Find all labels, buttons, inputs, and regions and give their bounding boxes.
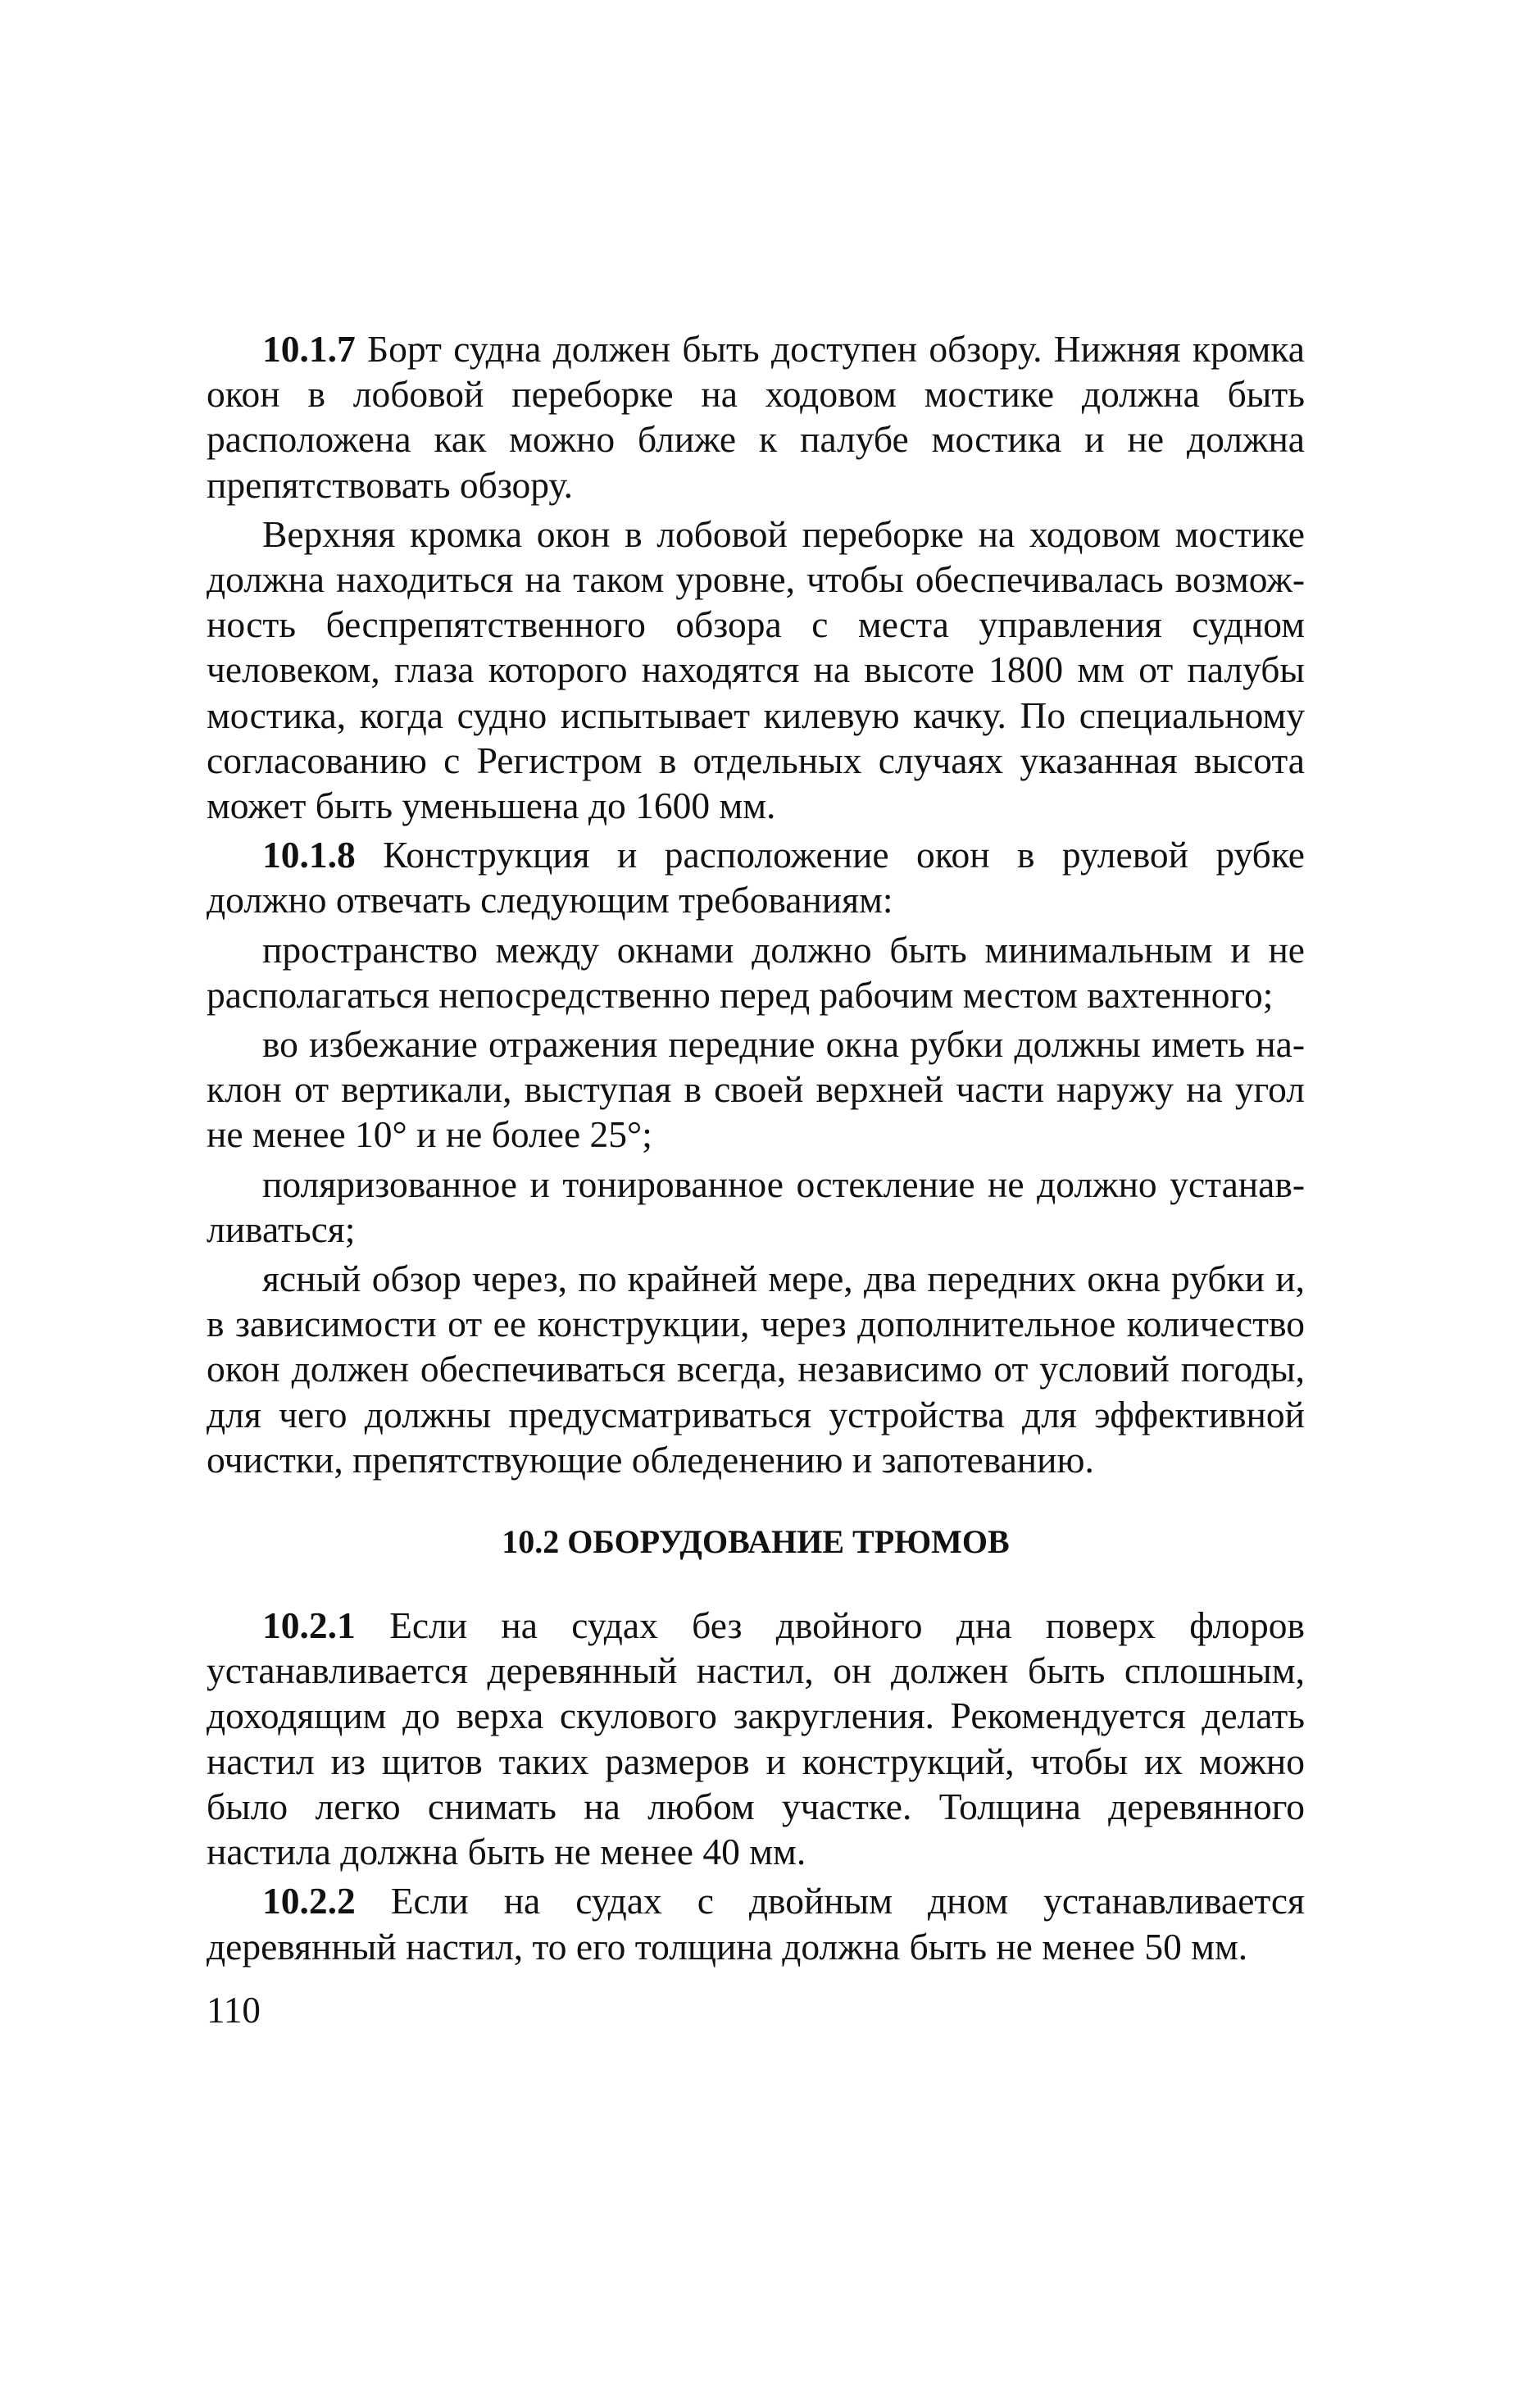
clause-number: 10.1.7 xyxy=(262,328,356,370)
paragraph-text: ясный обзор через, по крайней мере, два передних окна рубки и, в зависимости от ее конструкции, через дополнительное количество окон должен обеспечиваться всегда, независимо от условий погоды, для чего должны предусматриваться устройства для эффективной очистки, препятствующие обледенению и запотеванию. xyxy=(207,1258,1305,1481)
paragraph-text: пространство между окнами должно быть минимальным и не располагаться непосредственно перед рабочим местом вахтенного; xyxy=(207,928,1305,1016)
paragraph-window-upper-edge xyxy=(207,512,1305,828)
list-item-window-spacing xyxy=(207,927,1305,1017)
paragraph-text: во избежание отражения передние окна рубки должны иметь наклон от вертикали, выступая в своей верхней части наружу на угол не менее 10° и не более 25°; xyxy=(207,1023,1305,1156)
list-item-glazing xyxy=(207,1162,1305,1252)
page-number: 110 xyxy=(207,1990,261,2031)
paragraph-10-2-2 xyxy=(207,1878,1305,1968)
paragraph-text: Конструкция и расположение окон в рулевой рубке должно отвечать следующим требованиям: xyxy=(207,834,1305,921)
clause-number: 10.1.8 xyxy=(262,834,356,876)
paragraph-10-1-7 xyxy=(207,326,1305,507)
paragraph-text: поляризованное и тонированное остекление не должно устанавливаться; xyxy=(207,1162,1305,1250)
paragraph-text: Борт судна должен быть доступен обзору. Нижняя кромка окон в лобовой переборке на ходовом мостике должна быть расположена как можно ближе к палубе мостика и не должна препятствовать обзору. xyxy=(207,328,1305,506)
paragraph-text: Если на судах с двойным дном устанавливается деревянный настил, то его толщина должна быть не менее 50 мм. xyxy=(207,1880,1305,1968)
clause-number: 10.2.1 xyxy=(262,1604,356,1647)
list-item-clear-view xyxy=(207,1256,1305,1482)
paragraph-10-2-1 xyxy=(207,1603,1305,1874)
page-body xyxy=(207,326,1305,1973)
paragraph-text: Верхняя кромка окон в лобовой переборке на ходовом мостике должна находиться на таком уровне, чтобы обеспечивалась возможность беспрепятственного обзора с места управления судном человеком, глаза которого находятся на высоте 1800 мм от палубы мостика, когда судно испытывает килевую качку. По специальному согласованию с Регистром в отдельных случаях указанная высота может быть уменьшена до 1600 мм. xyxy=(207,512,1305,827)
list-item-window-tilt xyxy=(207,1021,1305,1158)
section-heading: 10.2 ОБОРУДОВАНИЕ ТРЮМОВ xyxy=(502,1523,1010,1561)
paragraph-10-1-8 xyxy=(207,832,1305,922)
clause-number: 10.2.2 xyxy=(262,1880,356,1922)
paragraph-text: Если на судах без двойного дна поверх флоров устанавливается деревянный настил, он должен быть сплошным, доходящим до верха скулового закругления. Рекомендуется делать настил из щитов таких размеров и конструкций, чтобы их можно было легко снимать на любом участке. Толщина деревянного настила должна быть не менее 40 мм. xyxy=(207,1604,1305,1873)
